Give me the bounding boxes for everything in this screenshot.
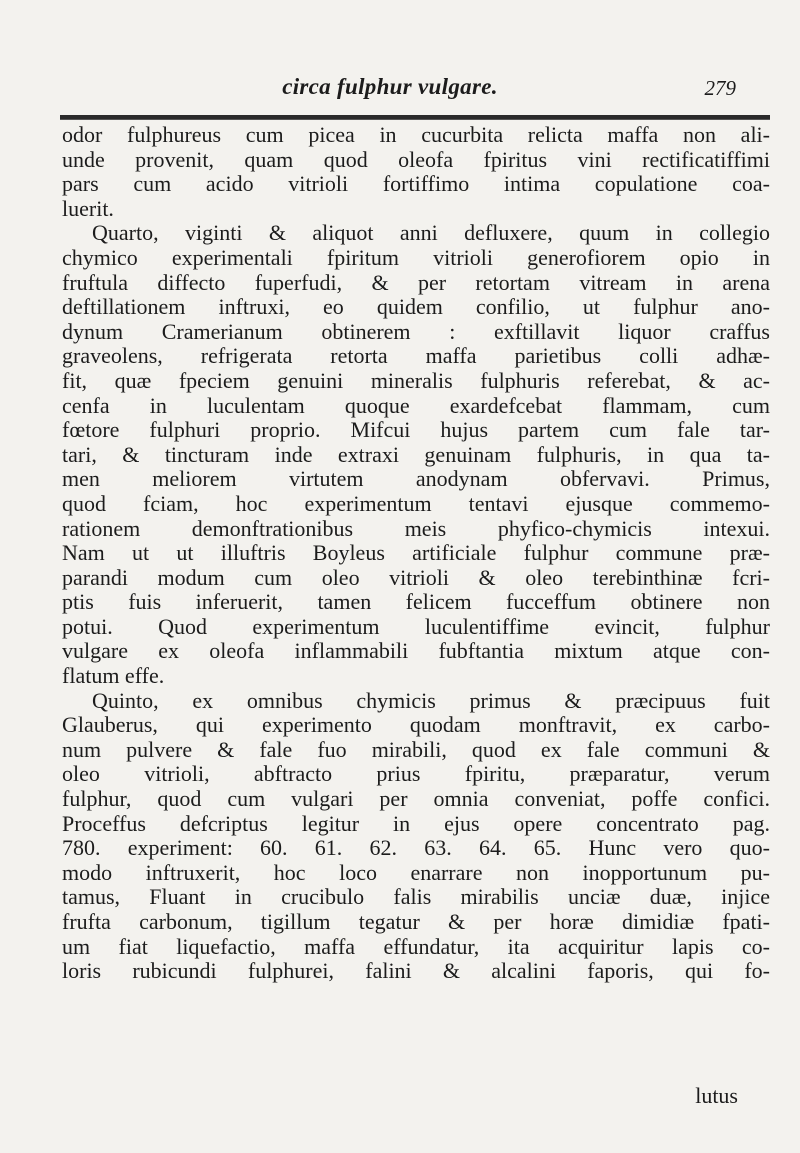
- text-line: fruftula diffecto fuperfudi, & per retortam vitream in arena: [62, 269, 770, 295]
- text-line: quod fciam, hoc experimentum tentavi ejusque commemo-: [62, 490, 770, 516]
- text-line: um fiat liquefactio, maffa effundatur, ita acquiritur lapis co-: [62, 933, 770, 959]
- body-text: [62, 123, 770, 984]
- text-line: rationem demonftrationibus meis phyfico-chymicis intexui.: [62, 515, 770, 541]
- text-line: tari, & tincturam inde extraxi genuinam fulphuris, in qua ta-: [62, 441, 770, 467]
- text-line: Quinto, ex omnibus chymicis primus & præcipuus fuit: [92, 687, 770, 713]
- text-line: chymico experimentali fpiritum vitrioli generofiorem opio in: [62, 244, 770, 270]
- text-line: graveolens, refrigerata retorta maffa parietibus colli adhæ-: [62, 343, 770, 369]
- page-number: 279: [704, 76, 736, 100]
- text-line: fulphur, quod cum vulgari per omnia conveniat, poffe confici.: [62, 786, 770, 812]
- text-line: oleo vitrioli, abftracto prius fpiritu, præparatur, verum: [62, 761, 770, 787]
- text-line: fit, quæ fpeciem genuini mineralis fulphuris referebat, & ac-: [62, 367, 770, 393]
- catchword: lutus: [695, 1083, 738, 1108]
- text-line: parandi modum cum oleo vitrioli & oleo terebinthinæ fcri-: [62, 564, 770, 590]
- header-rule: [60, 115, 770, 120]
- text-line: modo inftruxerit, hoc loco enarrare non inopportunum pu-: [62, 859, 770, 885]
- text-line: Nam ut ut illuftris Boyleus artificiale fulphur commune præ-: [62, 540, 770, 566]
- text-line: 780. experiment: 60. 61. 62. 63. 64. 65. Hunc vero quo-: [62, 835, 770, 861]
- text-line: potui. Quod experimentum luculentiffime evincit, fulphur: [62, 613, 770, 639]
- text-line: vulgare ex oleofa inflammabili fubftantia mixtum atque con-: [62, 638, 770, 664]
- text-line: frufta carbonum, tigillum tegatur & per horæ dimidiæ fpati-: [62, 909, 770, 934]
- text-line: unde provenit, quam quod oleofa fpiritus vini rectificatiffimi: [62, 146, 770, 172]
- text-line: Quarto, viginti & aliquot anni defluxere, quum in collegio: [92, 220, 770, 246]
- text-line: num pulvere & fale fuo mirabili, quod ex fale communi &: [62, 736, 770, 762]
- text-line: ptis fuis inferuerit, tamen felicem fucceffum obtinere non: [62, 589, 770, 615]
- text-line: luerit.: [62, 195, 114, 221]
- running-title: circa fulphur vulgare.: [282, 74, 498, 99]
- text-line: Proceffus defcriptus legitur in ejus opere concentrato pag.: [62, 810, 770, 836]
- text-line: fœtore fulphuri proprio. Mifcui hujus partem cum fale tar-: [62, 417, 770, 443]
- text-line: odor fulphureus cum picea in cucurbita relicta maffa non ali-: [62, 122, 770, 147]
- text-line: dynum Cramerianum obtinerem : exftillavit liquor craffus: [62, 318, 770, 344]
- text-line: Glauberus, qui experimento quodam monftravit, ex carbo-: [62, 712, 770, 738]
- text-line: pars cum acido vitrioli fortiffimo intima copulatione coa-: [62, 171, 770, 197]
- running-head: [0, 74, 800, 104]
- text-line: men meliorem virtutem anodynam obfervavi. Primus,: [62, 466, 770, 492]
- text-line: cenfa in luculentam quoque exardefcebat flammam, cum: [62, 392, 770, 418]
- text-line: tamus, Fluant in crucibulo falis mirabilis unciæ duæ, injice: [62, 884, 770, 910]
- text-line: deftillationem inftruxi, eo quidem confilio, ut fulphur ano-: [62, 294, 770, 320]
- text-line: loris rubicundi fulphurei, falini & alcalini faporis, qui fo-: [62, 958, 770, 984]
- text-line: flatum effe.: [62, 663, 165, 689]
